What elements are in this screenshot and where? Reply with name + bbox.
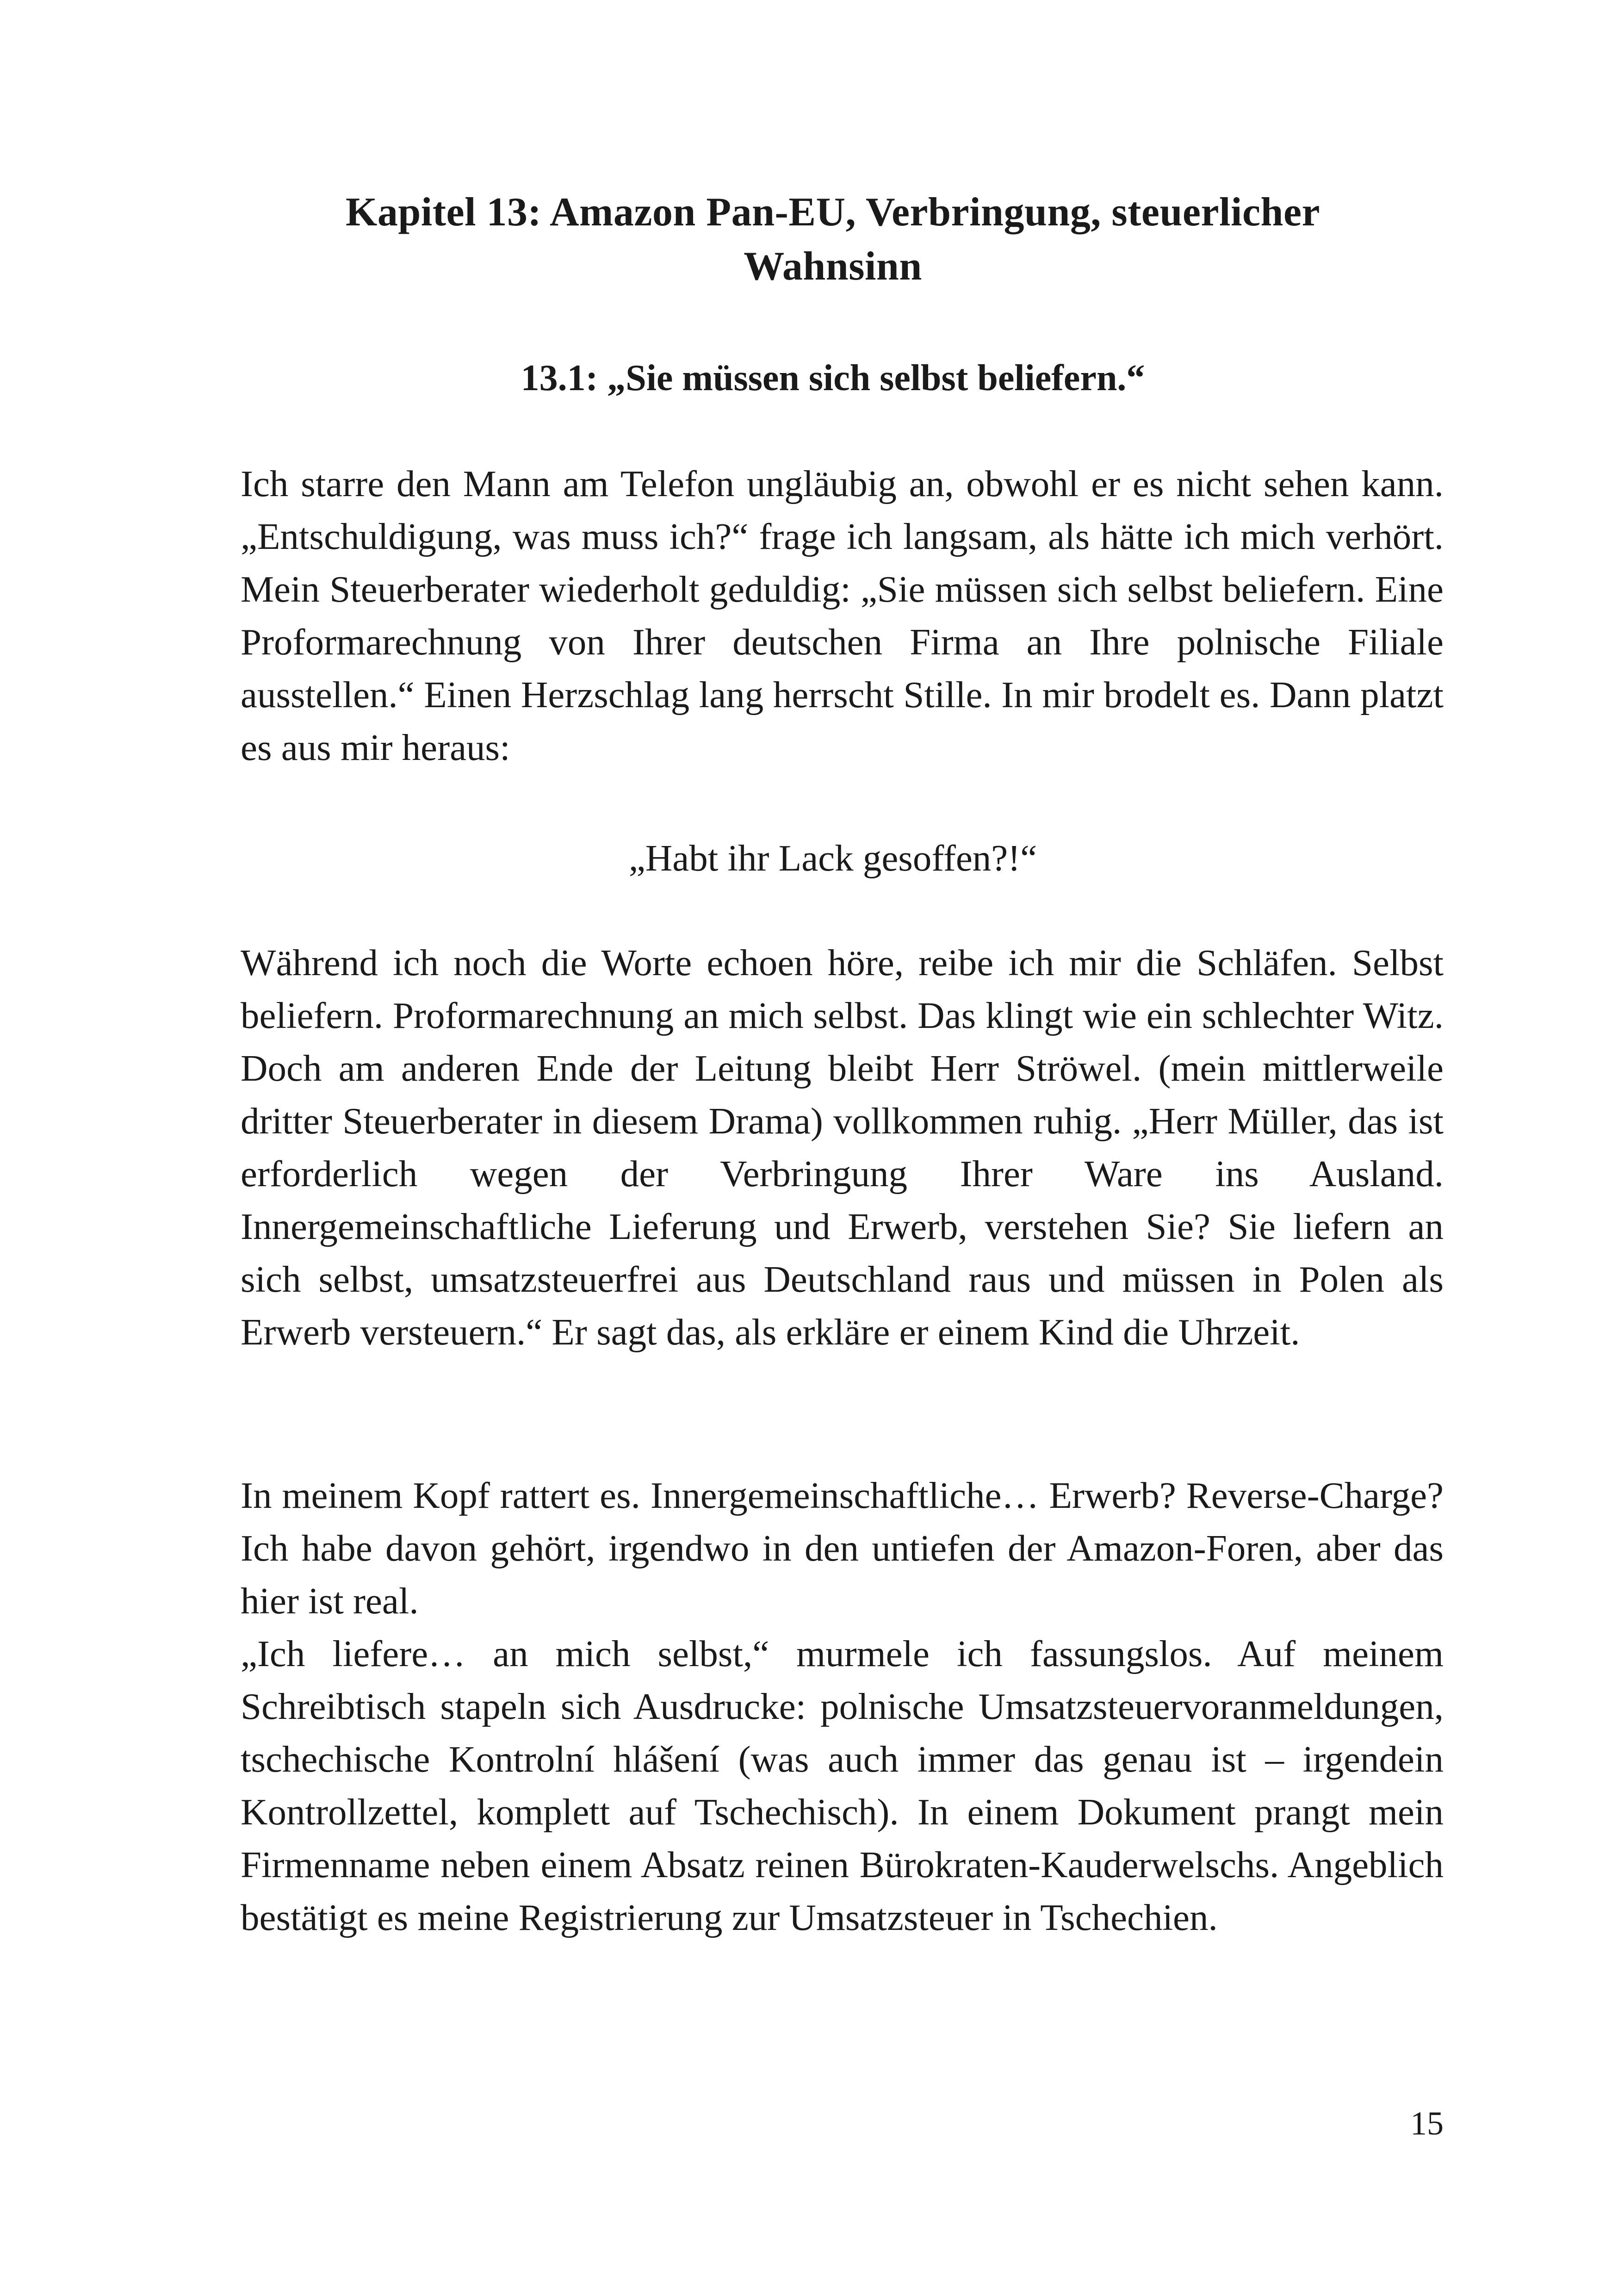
chapter-title: Kapitel 13: Amazon Pan-EU, Verbringung, steuerlicher Wahnsinn: [345, 190, 1320, 289]
page-number: 15: [1410, 2105, 1444, 2142]
body-paragraph: Während ich noch die Worte echoen höre, reibe ich mir die Schläfen. Selbst beliefern. Proformarechnung an mich selbst. Das klingt wie ein schlechter Witz. Doch am anderen Ende der Leitung bleibt Herr Ströwel. (mein mittlerweile dritter Steuerberater in diesem Drama) vollkommen ruhig. „Herr Müller, das ist erforderlich wegen der Verbringung Ihrer Ware ins Ausland. Innergemeinschaftliche Lieferung und Erwerb, verstehen Sie? Sie liefern an sich selbst, umsatzsteuerfrei aus Deutschland raus und müssen in Polen als Erwerb versteuern.“ Er sagt das, als erkläre er einem Kind die Uhrzeit.: [241, 942, 1444, 1353]
body-paragraph: In meinem Kopf rattert es. Innergemeinschaftliche… Erwerb? Reverse-Charge? Ich habe davon gehört, irgendwo in den untiefen der Amazon-Foren, aber das hier ist real.: [241, 1475, 1444, 1622]
quote-line: „Habt ihr Lack gesoffen?!“: [628, 837, 1037, 879]
body-paragraph: „Ich liefere… an mich selbst,“ murmele ich fassungslos. Auf meinem Schreibtisch stapeln sich Ausdrucke: polnische Umsatzsteuervoranmeldungen, tschechische Kontrolní hlášení (was auch immer das genau ist – irgendein Kontrollzettel, komplett auf Tschechisch). In einem Dokument prangt mein Firmenname neben einem Absatz reinen Bürokraten-Kauderwelschs. Angeblich bestätigt es meine Registrierung zur Umsatzsteuer in Tschechien.: [241, 1633, 1444, 1938]
section-title: 13.1: „Sie müssen sich selbst beliefern.“: [521, 358, 1145, 398]
body-paragraph: Ich starre den Mann am Telefon ungläubig an, obwohl er es nicht sehen kann. „Entschuldigung, was muss ich?“ frage ich langsam, als hätte ich mich verhört. Mein Steuerberater wiederholt geduldig: „Sie müssen sich selbst beliefern. Eine Proformarechnung von Ihrer deutschen Firma an Ihre polnische Filiale ausstellen.“ Einen Herzschlag lang herrscht Stille. In mir brodelt es. Dann platzt es aus mir heraus:: [241, 463, 1444, 768]
